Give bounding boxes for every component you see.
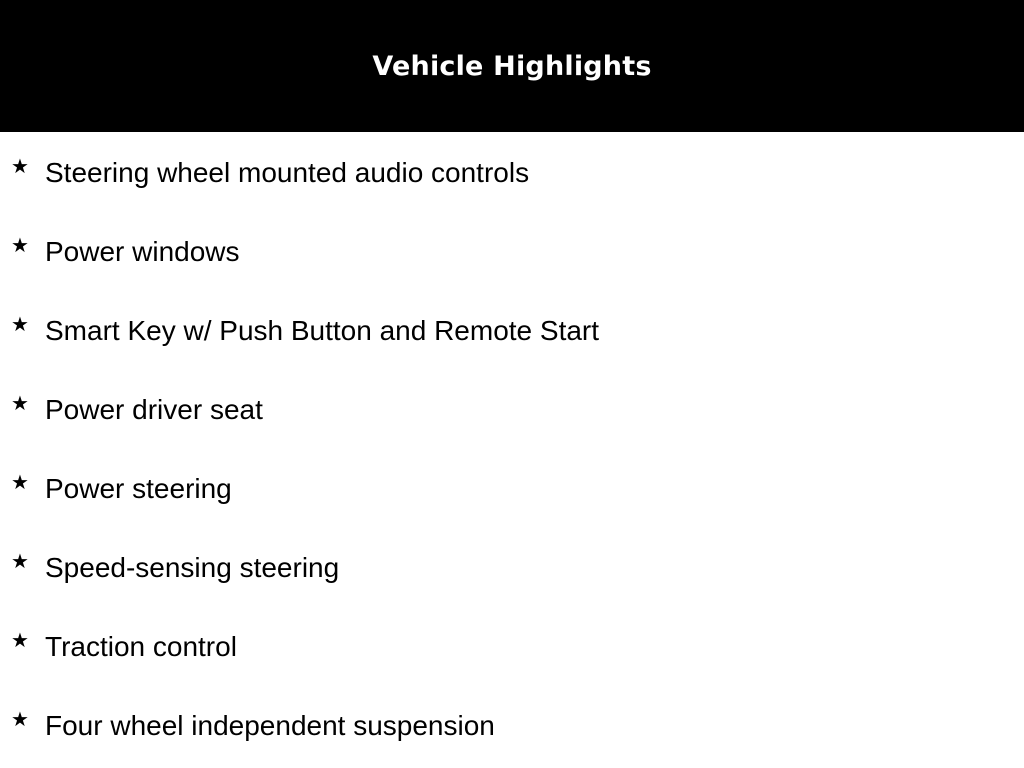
- star-icon: ★: [11, 549, 29, 573]
- feature-label: Speed-sensing steering: [45, 552, 340, 583]
- star-icon: ★: [11, 154, 29, 178]
- feature-label: Smart Key w/ Push Button and Remote Start: [45, 315, 600, 346]
- star-icon: ★: [11, 312, 29, 336]
- page-title: Vehicle Highlights: [372, 50, 652, 82]
- page-header: [0, 0, 1024, 132]
- star-icon: ★: [11, 707, 29, 731]
- feature-label: Power steering: [45, 473, 232, 504]
- feature-label: Four wheel independent suspension: [45, 710, 495, 741]
- feature-label: Power windows: [45, 236, 240, 267]
- star-icon: ★: [11, 233, 29, 257]
- star-icon: ★: [11, 628, 29, 652]
- feature-label: Traction control: [45, 631, 237, 662]
- feature-label: Power driver seat: [45, 394, 263, 425]
- star-icon: ★: [11, 470, 29, 494]
- star-icon: ★: [11, 391, 29, 415]
- feature-label: Steering wheel mounted audio controls: [45, 157, 530, 188]
